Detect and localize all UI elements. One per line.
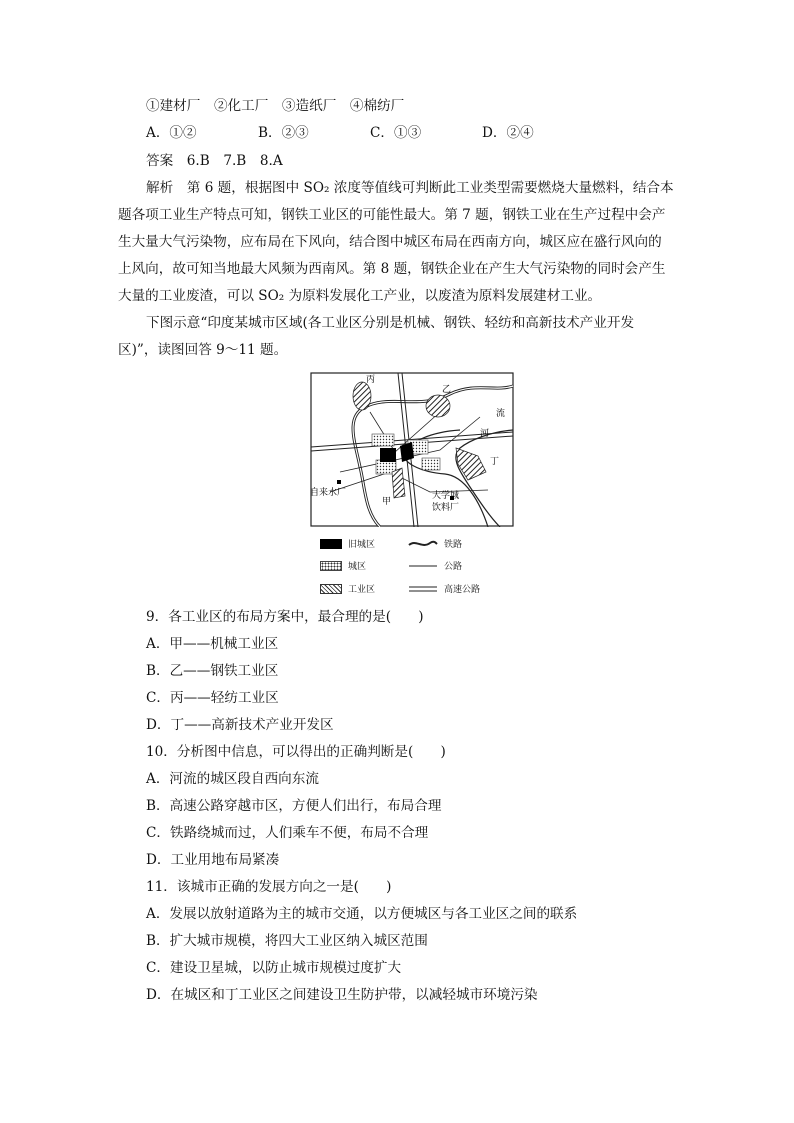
legend-industry-label: 工业区 (348, 585, 376, 595)
legend-industry (320, 582, 375, 595)
q10-stem: 10．分析图中信息，可以得出的正确判断是( ) (146, 744, 446, 760)
q9-option-d: D．丁——高新技术产业开发区 (146, 717, 334, 733)
city-district-4 (422, 458, 440, 470)
label-he: 河 (480, 429, 490, 439)
old-city-block-1 (380, 448, 396, 462)
q9-option-c: C．丙——轻纺工业区 (146, 690, 279, 706)
analysis-line-4: 上风向，故可知当地最大风频为西南风。第 8 题，钢铁企业在产生大气污染物的同时会产生 (118, 261, 666, 277)
label-bing: 丙 (366, 375, 376, 385)
highway-swatch (408, 584, 438, 594)
q9-option-b: B．乙——钢铁工业区 (146, 663, 279, 679)
old-city-swatch (320, 539, 342, 549)
city-map-figure (310, 372, 514, 527)
industry-zone-bing (353, 382, 371, 410)
label-drink-plant: 饮料厂 (432, 503, 460, 513)
choice-b: B．②③ (258, 125, 309, 141)
legend-road-label: 公路 (444, 562, 463, 572)
analysis-line-3: 生大量大气污染物，应布局在下风向，结合图中城区布局在西南方向，城区应在盛行风向的 (118, 234, 662, 250)
answer-line: 答案 6.B 7.B 8.A (146, 153, 283, 169)
label-jia: 甲 (382, 497, 392, 507)
city-swatch (320, 561, 342, 571)
legend-railway-label: 铁路 (444, 540, 463, 550)
legend-railway (408, 537, 462, 550)
legend-city-label: 城区 (348, 562, 367, 572)
q11-option-a: A．发展以放射道路为主的城市交通，以方便城区与各工业区之间的联系 (146, 906, 578, 922)
q11-option-d: D．在城区和丁工业区之间建设卫生防护带，以减轻城市环境污染 (146, 987, 538, 1003)
q10-option-b: B．高速公路穿越市区，方便人们出行，布局合理 (146, 798, 442, 814)
legend-road (408, 559, 462, 572)
analysis-line-5: 大量的工业废渣，可以 SO₂ 为原料发展化工产业，以废渣为原料发展建材工业。 (118, 288, 602, 304)
prev-question-choices (146, 123, 534, 143)
map-legend (318, 535, 508, 597)
railway-swatch (408, 539, 438, 549)
q10-option-a: A．河流的城区段自西向东流 (146, 771, 319, 787)
q10-option-d: D．工业用地布局紧凑 (146, 852, 280, 868)
city-district-1 (372, 434, 394, 446)
q11-option-b: B．扩大城市规模，将四大工业区纳入城区范围 (146, 933, 428, 949)
label-water-plant: 自来水厂 (310, 488, 347, 498)
analysis-line-1: 解析 第 6 题，根据图中 SO₂ 浓度等值线可判断此工业类型需要燃烧大量燃料，结合本 (146, 180, 674, 196)
legend-highway (408, 582, 480, 595)
label-university: 大学城 (432, 491, 460, 501)
choice-d: D．②④ (482, 125, 534, 141)
legend-highway-label: 高速公路 (444, 585, 481, 595)
q9-option-a: A．甲——机械工业区 (146, 636, 279, 652)
legend-old-city (320, 537, 375, 550)
prev-question-items: ①建材厂 ②化工厂 ③造纸厂 ④棉纺厂 (146, 98, 405, 114)
intro-line-2: 区)”，读图回答 9～11 题。 (118, 342, 288, 358)
legend-old-city-label: 旧城区 (348, 540, 376, 550)
q10-option-c: C．铁路绕城而过，人们乘车不便，布局不合理 (146, 825, 429, 841)
label-liu: 流 (496, 409, 506, 419)
water-plant-marker (337, 480, 341, 484)
q11-stem: 11．该城市正确的发展方向之一是( ) (146, 879, 392, 895)
q9-stem: 9．各工业区的布局方案中，最合理的是( ) (146, 609, 424, 625)
q11-option-c: C．建设卫星城，以防止城市规模过度扩大 (146, 960, 402, 976)
choice-c: C．①③ (370, 125, 422, 141)
analysis-line-2: 题各项工业生产特点可知，钢铁工业区的可能性最大。第 7 题，钢铁工业在生产过程中会产 (118, 207, 666, 223)
road-swatch (408, 561, 438, 571)
industry-swatch (320, 584, 342, 594)
intro-line-1: 下图示意“印度某城市区域(各工业区分别是机械、钢铁、轻纺和高新技术产业开发 (146, 315, 635, 331)
choice-a: A．①② (146, 125, 197, 141)
label-yi: 乙 (442, 385, 452, 395)
industry-zone-yi (426, 395, 450, 417)
label-ding: 丁 (490, 457, 500, 467)
legend-city (320, 559, 366, 572)
